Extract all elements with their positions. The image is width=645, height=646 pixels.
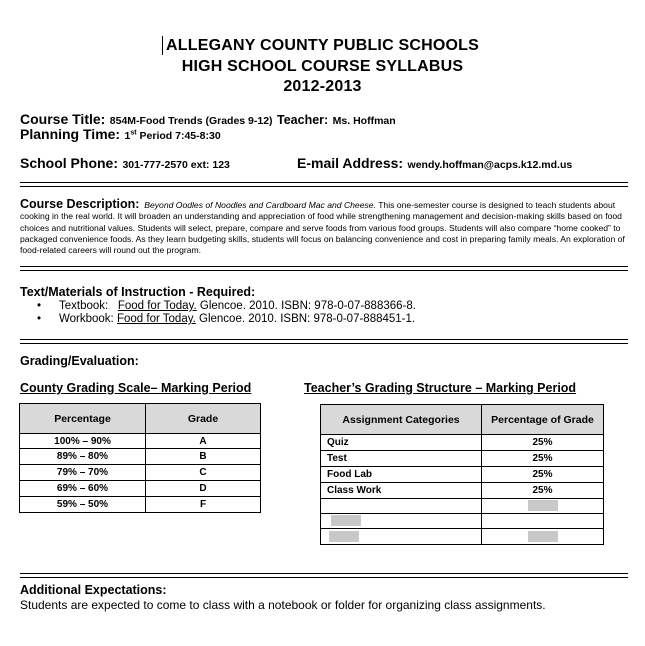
divider	[20, 573, 628, 574]
form-field-placeholder	[528, 531, 558, 542]
materials-item: • Workbook: Food for Today. Glencoe. 2010. ISBN: 978-0-07-888451-1.	[37, 313, 416, 325]
col-header: Percentage	[20, 404, 146, 434]
table-row: 100% – 90% A	[20, 434, 261, 449]
syllabus-title: HIGH SCHOOL COURSE SYLLABUS	[181, 58, 464, 75]
divider	[20, 343, 628, 344]
table-row: 59% – 50% F	[20, 497, 261, 513]
table-row: 79% – 70% C	[20, 465, 261, 481]
table-row: Test 25%	[321, 451, 604, 467]
table-row	[321, 529, 604, 545]
materials-item: • Textbook: Food for Today. Glencoe. 2010. ISBN: 978-0-07-888366-8.	[37, 300, 416, 312]
book-title: Food for Today.	[117, 300, 197, 312]
col-header: Assignment Categories	[321, 405, 482, 435]
course-title-label: Course Title:	[20, 111, 106, 127]
table-row: 89% – 80% B	[20, 449, 261, 465]
course-title-value: 854M-Food Trends (Grades 9-12)	[109, 115, 273, 127]
additional-text: Students are expected to come to class with a notebook or folder for organizing class assignments.	[20, 598, 546, 612]
teacher-structure-title: Teacher’s Grading Structure – Marking Period	[304, 381, 577, 395]
col-header: Grade	[146, 404, 261, 434]
teacher-label: Teacher:	[277, 113, 329, 127]
divider	[20, 339, 628, 340]
grading-heading: Grading/Evaluation:	[20, 354, 139, 368]
course-description	[20, 199, 630, 256]
divider	[20, 577, 628, 578]
phone-value: 301-777-2570 ext: 123	[122, 159, 230, 171]
table-row	[321, 499, 604, 514]
table-row: 69% – 60% D	[20, 481, 261, 497]
teacher-grading-table	[320, 404, 604, 545]
additional-heading: Additional Expectations:	[20, 583, 167, 597]
table-row: Class Work 25%	[321, 483, 604, 499]
table-row: Quiz 25%	[321, 435, 604, 451]
description-text: This one-semester course is designed to teach students about cooking in the real world. It will broaden an understanding and appreciation of food while strengthening management and decision-making skills based on food choices and nutritional values. Students will select, prepare, compare and serve foods from various food groups. Students will also compare “home cooked” to packaged convenience foods. As they learn budgeting skills, students will focus on balancing convenience and cost in preparing family meals. An exploration of food-related careers will round out the program.	[20, 200, 625, 256]
county-grading-table	[19, 403, 261, 513]
divider	[20, 266, 628, 267]
description-label: Course Description:	[20, 197, 140, 211]
phone-row	[20, 155, 230, 173]
form-field-placeholder	[331, 515, 361, 526]
form-field-placeholder	[329, 531, 359, 542]
table-row	[321, 514, 604, 529]
divider	[20, 182, 628, 183]
col-header: Percentage of Grade	[482, 405, 604, 435]
county-scale-title: County Grading Scale– Marking Period	[20, 381, 252, 395]
divider	[20, 270, 628, 271]
description-tagline: Beyond Oodles of Noodles and Cardboard Mac and Cheese.	[144, 200, 376, 210]
planning-label: Planning Time:	[20, 126, 121, 142]
email-row	[297, 155, 572, 173]
teacher-value: Ms. Hoffman	[332, 115, 396, 127]
form-field-placeholder	[528, 500, 558, 511]
school-year: 2012-2013	[283, 78, 362, 95]
phone-label: School Phone:	[20, 155, 118, 171]
district-title: ALLEGANY COUNTY PUBLIC SCHOOLS	[166, 37, 479, 54]
materials-heading: Text/Materials of Instruction - Required:	[20, 285, 256, 299]
planning-value: 1st Period 7:45-8:30	[124, 129, 221, 142]
email-value: wendy.hoffman@acps.k12.md.us	[407, 159, 573, 171]
divider	[20, 186, 628, 187]
email-label: E-mail Address:	[297, 155, 404, 171]
book-title: Food for Today.	[116, 313, 196, 325]
planning-row	[20, 126, 221, 144]
table-row: Food Lab 25%	[321, 467, 604, 483]
